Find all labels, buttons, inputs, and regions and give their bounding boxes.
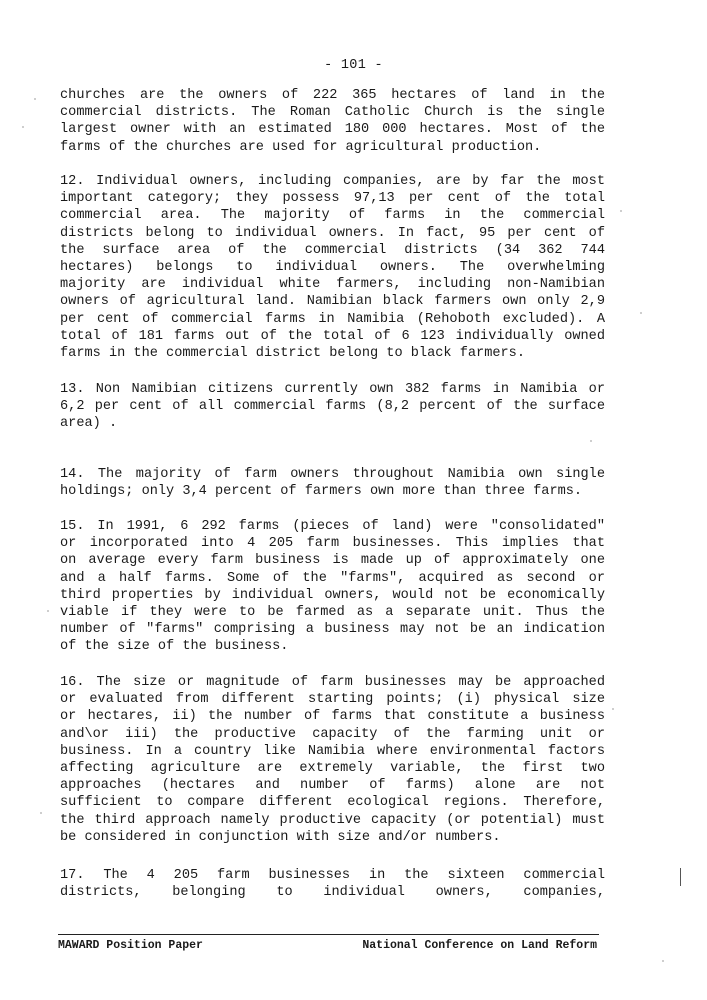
paragraph-15	[60, 518, 605, 656]
scan-speck	[34, 98, 36, 100]
text-line: 16. The size or magnitude of farm businesses may be approached	[60, 675, 605, 690]
text-line: sufficient to compare different ecological regions. Therefore,	[60, 795, 605, 811]
text-line: 12. Individual owners, including companies, are by far the most	[60, 174, 605, 189]
paragraph-16	[60, 674, 605, 846]
text-line: commercial area. The majority of farms in the commercial	[60, 208, 605, 224]
text-line: commercial districts. The Roman Catholic Church is the single	[60, 105, 605, 121]
text-line: or incorporated into 4 205 farm businesses. This implies that	[60, 536, 605, 552]
scan-speck	[662, 960, 664, 962]
scan-speck	[590, 440, 592, 442]
text-line: total of 181 farms out of the total of 6 123 individually owned	[60, 328, 605, 344]
paragraph-churches	[60, 87, 605, 156]
text-line: of the size of the business.	[60, 639, 289, 655]
text-line: 15. In 1991, 6 292 farms (pieces of land) were "consolidated"	[60, 519, 605, 534]
text-line: on average every farm business is made up of approximately one	[60, 553, 605, 569]
paragraph-14	[60, 466, 605, 500]
footer-right-text: National Conference on Land Reform	[362, 939, 597, 952]
scan-speck	[612, 708, 614, 710]
page-number: - 101 -	[324, 58, 383, 73]
scan-speck	[22, 126, 24, 128]
text-line: affecting agriculture are extremely variable, the first two	[60, 761, 605, 777]
text-line: 17. The 4 205 farm businesses in the sixteen commercial	[60, 868, 605, 883]
paragraph-12	[60, 173, 605, 362]
text-line: approaches (hectares and number of farms) alone are not	[60, 778, 605, 794]
text-line: or hectares, ii) the number of farms that constitute a business	[60, 709, 605, 725]
text-line: the third approach namely productive capacity (or potential) must	[60, 812, 605, 828]
text-line: number of "farms" comprising a business may not be an indication	[60, 622, 605, 638]
text-line: hectares) belongs to individual owners. The overwhelming	[60, 260, 605, 276]
text-line: districts, belonging to individual owners, companies,	[60, 885, 605, 901]
text-line: farms of the churches are used for agricultural production.	[60, 139, 542, 155]
text-line: per cent of commercial farms in Namibia (Rehoboth excluded). A	[60, 311, 605, 327]
text-line: important category; they possess 97,13 per cent of the total	[60, 191, 605, 207]
text-line: largest owner with an estimated 180 000 hectares. Most of the	[60, 122, 605, 138]
text-line: 14. The majority of farm owners throughout Namibia own single	[60, 467, 605, 482]
text-line: or evaluated from different starting points; (i) physical size	[60, 692, 605, 708]
text-line: farms in the commercial district belong to black farmers.	[60, 346, 525, 362]
text-line: holdings; only 3,4 percent of farmers own more than three farms.	[60, 484, 583, 500]
text-line: churches are the owners of 222 365 hectares of land in the	[60, 88, 605, 103]
scan-speck	[620, 210, 622, 212]
scan-speck	[640, 312, 642, 314]
footer-left-text: MAWARD Position Paper	[58, 939, 203, 952]
text-line: and a half farms. Some of the "farms", acquired as second or	[60, 570, 605, 586]
text-line: be considered in conjunction with size and/or numbers.	[60, 829, 501, 845]
text-line: viable if they were to be farmed as a separate unit. Thus the	[60, 605, 605, 621]
text-line: business. In a country like Namibia where environmental factors	[60, 743, 605, 759]
text-line: majority are individual white farmers, including non-Namibian	[60, 277, 605, 293]
text-line: the surface area of the commercial districts (34 362 744	[60, 242, 605, 258]
text-line: third properties by individual owners, would not be economically	[60, 587, 605, 603]
scan-speck	[40, 812, 42, 814]
margin-mark	[680, 868, 681, 886]
text-line: area) .	[60, 416, 118, 432]
text-line: districts belong to individual owners. In fact, 95 per cent of	[60, 225, 605, 241]
footer-divider	[58, 934, 599, 935]
text-line: owners of agricultural land. Namibian black farmers own only 2,9	[60, 294, 605, 310]
text-line: 13. Non Namibian citizens currently own 382 farms in Namibia or	[60, 382, 605, 397]
paragraph-17	[60, 867, 605, 901]
text-line: and\or iii) the productive capacity of the farming unit or	[60, 726, 605, 742]
paragraph-13	[60, 381, 605, 433]
text-line: 6,2 per cent of all commercial farms (8,2 percent of the surface	[60, 399, 605, 415]
scan-speck	[47, 610, 49, 612]
